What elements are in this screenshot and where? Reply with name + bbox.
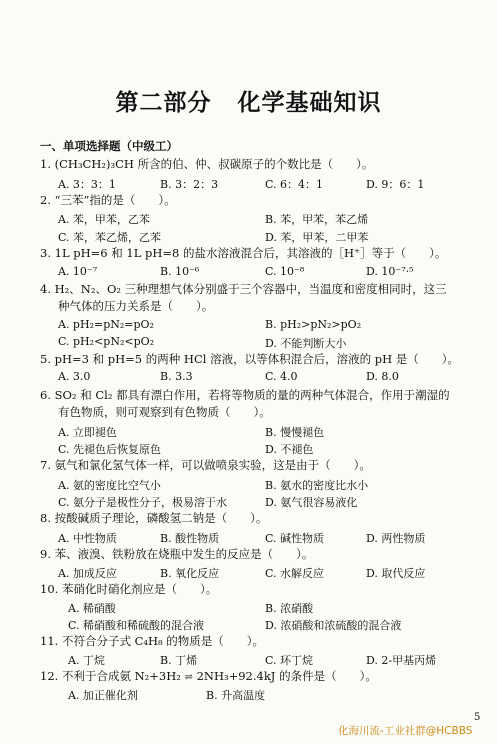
chapter-name: 化学基础知识: [237, 90, 382, 116]
option: D. 不褪色: [265, 443, 314, 456]
option: B. 丁烯: [160, 654, 198, 667]
question-stem: [40, 669, 377, 685]
page-title: [0, 84, 497, 117]
option: A. 苯，甲苯，乙苯: [58, 213, 150, 226]
page-number: 5: [474, 712, 481, 723]
question-stem-part: 2NH₃+92.4kJ 的条件是（ ）。: [196, 669, 377, 683]
question-stem-continued: 种气体的压力关系是（ ）。: [58, 299, 214, 313]
option: C. 稀硝酸和稀硫酸的混合液: [68, 619, 205, 632]
option: D. 9：6：1: [366, 178, 425, 191]
option: C. 6：4：1: [265, 178, 324, 191]
question-stem: 4. H₂、N₂、O₂ 三种理想气体分别盛于三个容器中，当温度和密度相同时，这三: [40, 282, 447, 296]
question-stem: 11. 不符合分子式 C₄H₈ 的物质是（ ）。: [40, 634, 265, 648]
question-stem: 8. 按酸碱质子理论，磷酸氢二钠是（ ）。: [40, 511, 268, 525]
option: B. 3.3: [160, 370, 193, 383]
option: C. 先褪色后恢复原色: [58, 443, 162, 456]
option: B. 酸性物质: [160, 532, 220, 545]
option: D. 浓硝酸和浓硫酸的混合液: [265, 619, 402, 632]
question-stem: 3. 1L pH=6 和 1L pH=8 的盐水溶液混合后，其溶液的［H⁺］等于（ ）。: [40, 246, 447, 260]
option: A. 3.0: [58, 370, 91, 383]
question-stem-continued: 有色物质，则可观察到有色物质（ ）。: [58, 405, 271, 419]
option: B. 苯，甲苯，苯乙烯: [265, 213, 369, 226]
option: A. 立即褪色: [58, 426, 117, 439]
option: A. 加成反应: [58, 567, 117, 580]
option: B. 氨水的密度比水小: [265, 479, 369, 492]
option: D. 8.0: [366, 370, 399, 383]
option: C. 水解反应: [265, 567, 325, 580]
option: B. pH₂>pN₂>pO₂: [265, 318, 362, 331]
option: C. pH₂<pN₂<pO₂: [58, 335, 155, 348]
question-stem: 5. pH=3 和 pH=5 的两种 HCl 溶液，以等体积混合后，溶液的 pH 是（ ）。: [40, 352, 460, 366]
option: A. 3：3：1: [58, 178, 116, 191]
option: B. 慢慢褪色: [265, 426, 325, 439]
option: A. 加正催化剂: [68, 689, 138, 702]
option: C. 碱性物质: [265, 532, 325, 545]
option: B. 3：2：3: [160, 178, 219, 191]
question-stem: 7. 氨气和氯化氢气体一样，可以做喷泉实验，这是由于（ ）。: [40, 458, 371, 472]
option: D. 10⁻⁷·⁵: [366, 265, 414, 278]
equilibrium-arrow-icon: ⇌: [184, 672, 193, 683]
option: A. 丁烷: [68, 654, 105, 667]
question-stem: 2. “三苯”指的是（ ）。: [40, 193, 176, 207]
question-stem-part: 12. 不利于合成氨 N₂+3H₂: [40, 669, 181, 683]
option: D. 取代反应: [366, 567, 426, 580]
option: B. 升高温度: [206, 689, 266, 702]
question-stem: 9. 苯、液溴、铁粉放在烧瓶中发生的反应是（ ）。: [40, 547, 314, 561]
option: C. 氨分子是极性分子，极易溶于水: [58, 496, 228, 509]
option: A. 中性物质: [58, 532, 117, 545]
option: B. 氧化反应: [160, 567, 220, 580]
option: B. 10⁻⁶: [160, 265, 200, 278]
option: C. 苯，苯乙烯，乙苯: [58, 231, 162, 244]
question-stem: 6. SO₂ 和 Cl₂ 都具有漂白作用，若将等物质的量的两种气体混合，作用于潮湿的: [40, 388, 450, 402]
option: B. 浓硝酸: [265, 602, 314, 615]
option: D. 2-甲基丙烯: [366, 654, 437, 667]
watermark: 化海川流-工业社群@HCBBS: [338, 725, 473, 737]
option: D. 两性物质: [366, 532, 426, 545]
option: A. 10⁻⁷: [58, 265, 98, 278]
option: A. 氨的密度比空气小: [58, 479, 161, 492]
option: D. 不能判断大小: [265, 337, 347, 350]
option: C. 4.0: [265, 370, 298, 383]
question-stem: 10. 苯硝化时硝化剂应是（ ）。: [40, 582, 218, 596]
section-heading: 一、单项选择题（中级工）: [40, 139, 178, 153]
part-label: 第二部分: [115, 90, 212, 116]
option: D. 氨气很容易液化: [265, 496, 358, 509]
question-stem: 1. (CH₃CH₂)₃CH 所含的伯、仲、叔碳原子的个数比是（ ）。: [40, 157, 374, 171]
option: C. 环丁烷: [265, 654, 314, 667]
option: D. 苯，甲苯，二甲苯: [265, 231, 369, 244]
option: A. pH₂=pN₂=pO₂: [58, 318, 154, 331]
option: A. 稀硝酸: [68, 602, 116, 615]
option: C. 10⁻⁸: [265, 265, 305, 278]
